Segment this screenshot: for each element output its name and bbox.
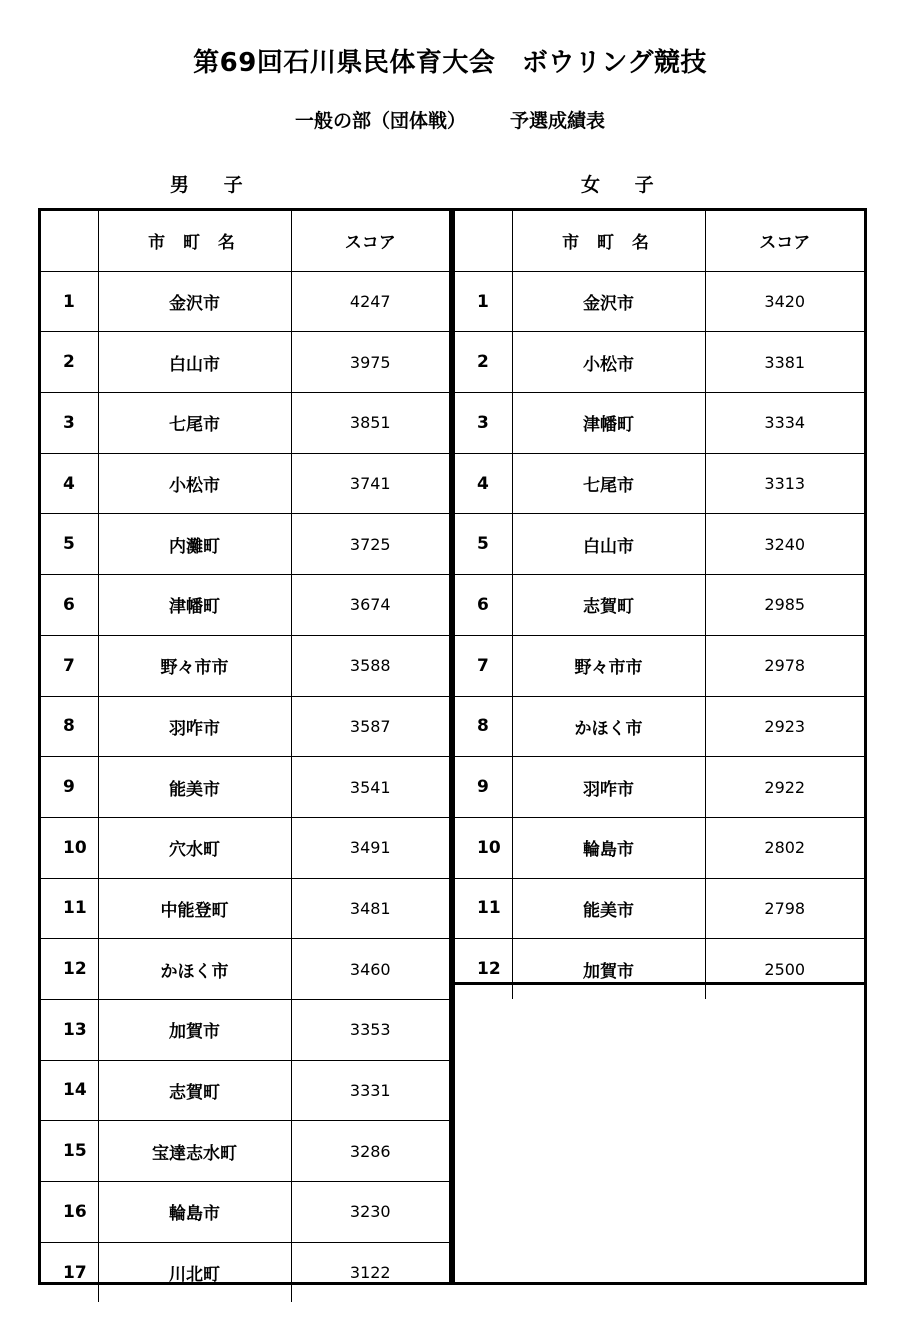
rank-cell: 4 [455, 453, 512, 514]
rank-cell: 8 [455, 696, 512, 757]
rank-cell: 8 [41, 696, 98, 757]
score-cell: 3481 [291, 878, 449, 939]
score-cell: 3230 [291, 1182, 449, 1243]
rank-cell: 4 [41, 453, 98, 514]
rank-cell: 16 [41, 1182, 98, 1243]
score-cell: 3588 [291, 635, 449, 696]
rank-cell: 14 [41, 1060, 98, 1121]
table-row [455, 514, 864, 575]
city-cell: 七尾市 [512, 453, 705, 514]
rank-cell: 15 [41, 1121, 98, 1182]
women-empty-area [452, 982, 867, 1285]
table-row [41, 1182, 449, 1243]
city-cell: 宝達志水町 [98, 1121, 291, 1182]
table-row [41, 999, 449, 1060]
women-section-label: 女 子 [581, 174, 668, 196]
rank-cell: 11 [455, 878, 512, 939]
rank-cell: 10 [455, 817, 512, 878]
table-row [41, 817, 449, 878]
city-cell: 金沢市 [98, 271, 291, 332]
table-row [455, 393, 864, 454]
score-cell: 3674 [291, 575, 449, 636]
rank-cell: 1 [455, 271, 512, 332]
rank-cell: 11 [41, 878, 98, 939]
table-row [41, 514, 449, 575]
rank-cell: 12 [41, 939, 98, 1000]
score-cell: 2798 [705, 878, 864, 939]
city-cell: 中能登町 [98, 878, 291, 939]
score-column-header: スコア [291, 211, 449, 271]
rank-cell: 3 [455, 393, 512, 454]
men-results-table [38, 208, 452, 1285]
score-cell: 3491 [291, 817, 449, 878]
city-cell: 輪島市 [98, 1182, 291, 1243]
city-column-header: 市 町 名 [98, 211, 291, 271]
table-row [41, 635, 449, 696]
table-row [41, 878, 449, 939]
score-cell: 3122 [291, 1242, 449, 1302]
city-cell: 白山市 [512, 514, 705, 575]
subtitle-division: 一般の部（団体戦） [294, 110, 466, 132]
rank-cell: 6 [41, 575, 98, 636]
score-cell: 3587 [291, 696, 449, 757]
city-cell: 野々市市 [98, 635, 291, 696]
rank-cell: 13 [41, 999, 98, 1060]
women-results-table [452, 208, 867, 985]
table-row [41, 1121, 449, 1182]
table-row [41, 939, 449, 1000]
city-cell: 白山市 [98, 332, 291, 393]
men-section-label: 男 子 [170, 174, 257, 196]
table-row [455, 817, 864, 878]
table-row [41, 332, 449, 393]
table-header-row [41, 211, 449, 271]
city-cell: 輪島市 [512, 817, 705, 878]
score-cell: 2923 [705, 696, 864, 757]
city-cell: 能美市 [98, 757, 291, 818]
table-header-row [455, 211, 864, 271]
rank-cell: 9 [41, 757, 98, 818]
table-row [455, 453, 864, 514]
rank-cell: 1 [41, 271, 98, 332]
score-cell: 4247 [291, 271, 449, 332]
score-cell: 3240 [705, 514, 864, 575]
page-subtitle [0, 106, 900, 133]
score-cell: 3460 [291, 939, 449, 1000]
rank-cell: 5 [455, 514, 512, 575]
score-cell: 3334 [705, 393, 864, 454]
city-cell: 加賀市 [512, 939, 705, 999]
city-cell: 志賀町 [98, 1060, 291, 1121]
table-row [455, 757, 864, 818]
city-cell: 野々市市 [512, 635, 705, 696]
table-row [41, 453, 449, 514]
rank-cell: 7 [455, 635, 512, 696]
score-cell: 3851 [291, 393, 449, 454]
city-cell: かほく市 [512, 696, 705, 757]
score-cell: 3353 [291, 999, 449, 1060]
score-cell: 3975 [291, 332, 449, 393]
score-cell: 3725 [291, 514, 449, 575]
score-cell: 3331 [291, 1060, 449, 1121]
score-column-header: スコア [705, 211, 864, 271]
table-row [455, 696, 864, 757]
score-cell: 2922 [705, 757, 864, 818]
city-cell: 津幡町 [512, 393, 705, 454]
table-row [455, 271, 864, 332]
table-row [455, 575, 864, 636]
rank-cell: 2 [41, 332, 98, 393]
table-row [41, 393, 449, 454]
rank-cell: 12 [455, 939, 512, 999]
table-row [41, 1060, 449, 1121]
score-cell: 3741 [291, 453, 449, 514]
rank-column-header [41, 211, 98, 271]
city-cell: 穴水町 [98, 817, 291, 878]
score-cell: 2978 [705, 635, 864, 696]
rank-cell: 7 [41, 635, 98, 696]
table-row [41, 696, 449, 757]
city-cell: 内灘町 [98, 514, 291, 575]
rank-column-header [455, 211, 512, 271]
table-row [41, 575, 449, 636]
rank-cell: 17 [41, 1242, 98, 1302]
rank-cell: 9 [455, 757, 512, 818]
city-cell: 津幡町 [98, 575, 291, 636]
score-cell: 2985 [705, 575, 864, 636]
table-row [41, 1242, 449, 1302]
score-cell: 2500 [705, 939, 864, 999]
city-cell: かほく市 [98, 939, 291, 1000]
city-cell: 小松市 [512, 332, 705, 393]
subtitle-report-name: 予選成績表 [510, 110, 606, 132]
score-cell: 3286 [291, 1121, 449, 1182]
city-cell: 羽咋市 [512, 757, 705, 818]
city-cell: 羽咋市 [98, 696, 291, 757]
score-cell: 3541 [291, 757, 449, 818]
table-row [455, 332, 864, 393]
rank-cell: 3 [41, 393, 98, 454]
score-cell: 3313 [705, 453, 864, 514]
table-row [41, 271, 449, 332]
rank-cell: 5 [41, 514, 98, 575]
score-cell: 2802 [705, 817, 864, 878]
table-row [41, 757, 449, 818]
table-row [455, 878, 864, 939]
city-cell: 志賀町 [512, 575, 705, 636]
city-cell: 金沢市 [512, 271, 705, 332]
rank-cell: 2 [455, 332, 512, 393]
rank-cell: 10 [41, 817, 98, 878]
city-cell: 川北町 [98, 1242, 291, 1302]
city-cell: 能美市 [512, 878, 705, 939]
score-cell: 3381 [705, 332, 864, 393]
city-cell: 七尾市 [98, 393, 291, 454]
page-title: 第69回石川県民体育大会 ボウリング競技 [193, 48, 707, 78]
city-cell: 小松市 [98, 453, 291, 514]
score-cell: 3420 [705, 271, 864, 332]
rank-cell: 6 [455, 575, 512, 636]
city-column-header: 市 町 名 [512, 211, 705, 271]
city-cell: 加賀市 [98, 999, 291, 1060]
table-row [455, 635, 864, 696]
